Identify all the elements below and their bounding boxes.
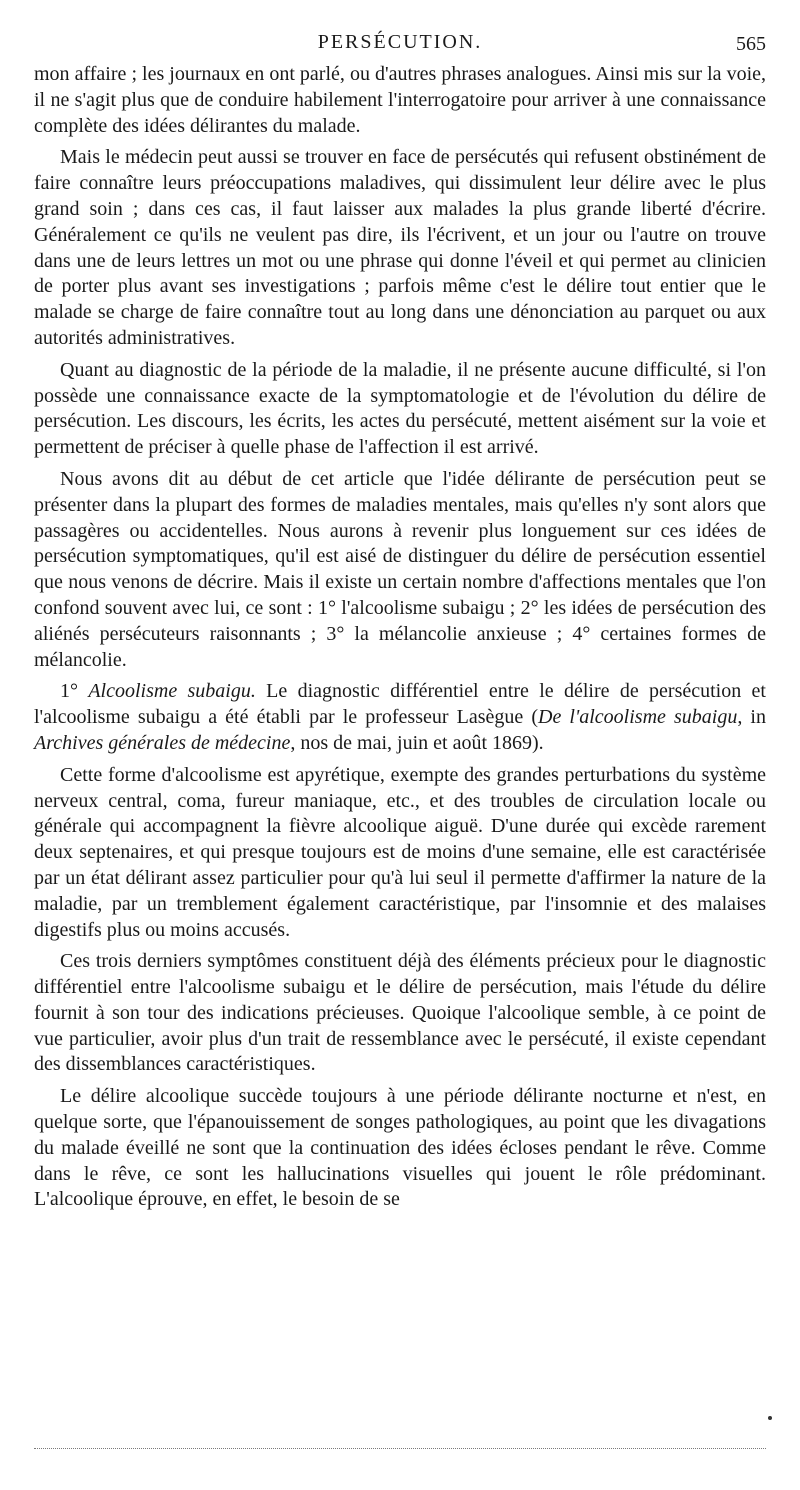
book-page xyxy=(34,0,766,1490)
cited-work-title: De l'alcoolisme subaigu xyxy=(538,706,738,729)
running-title: PERSÉCUTION. xyxy=(317,31,483,53)
margin-mark xyxy=(768,1416,772,1420)
paragraph-5-alcoolisme-subaigu xyxy=(34,679,766,756)
paragraph-8: Le délire alcoolique succède toujours à une période délirante nocturne et n'est, en quelque sorte, que l'épanouissement de songes pathologiques, au point que les divagations du malade éveillé ne sont que la continuation des idées écloses pendant le rêve. Comme dans le rêve, ce sont les hallucinations visuelles qui jouent le rôle prédominant. L'alcoolique éprouve, en effet, le besoin de se xyxy=(34,1085,766,1211)
paragraph-4: Nous avons dit au début de cet article que l'idée délirante de persécution peut se présenter dans la plupart des formes de maladies mentales, mais qu'elles n'y sont alors que passagères ou accidentelles. Nous aurons à revenir plus longuement sur ces idées de persécution symptomatiques, qu'il est aisé de distinguer du délire de persécution essentiel que nous venons de décrire. Mais il existe un certain nombre d'affections mentales que l'on confond souvent avec lui, ce sont : 1° l'alcoolisme subaigu ; 2° les idées de persécution des aliénés persécuteurs raisonnants ; 3° la mélancolie anxieuse ; 4° certaines formes de mélancolie. xyxy=(34,467,766,671)
running-head xyxy=(34,0,766,60)
paragraph-5-segment: Le diagnostic différentiel entre le délire de persécution et l'alcoolisme subaigu a été établi par le professeur Lasègue ( xyxy=(34,680,766,729)
paragraph-3: Quant au diagnostic de la période de la maladie, il ne présente aucune difficulté, si l'on possède une connaissance exacte de la symptomatologie et de l'évolution du délire de persécution. Les discours, les écrits, les actes du persécuté, mettent aisément sur la voie et permettent de préciser à quelle phase de l'affection il est arrivé. xyxy=(34,358,766,459)
body-text xyxy=(34,62,766,1219)
paragraph-5-segment: , nos de mai, juin et août 1869). xyxy=(290,731,544,754)
paragraph-1: mon affaire ; les journaux en ont parlé, ou d'autres phrases analogues. Ainsi mis sur la voie, il ne s'agit plus que de conduire habilement l'interrogatoire pour arriver à une connaissance complète des idées délirantes du malade. xyxy=(34,63,766,137)
paragraph-7: Ces trois derniers symptômes constituent déjà des éléments précieux pour le diagnostic différentiel entre l'alcoolisme subaigu et le délire de persécution, mais l'étude du délire fournit à son tour des indications précieuses. Quoique l'alcoolique semble, à ce point de vue particulier, avoir plus d'un trait de ressemblance avec le persécuté, il existe cependant des dissemblances caractéristiques. xyxy=(34,950,766,1076)
section-heading-alcoolisme-subaigu: Alcoolisme subaigu. xyxy=(88,680,256,703)
paragraph-5-segment: , in xyxy=(737,706,766,729)
cited-journal-title: Archives générales de médecine xyxy=(34,731,291,754)
paragraph-2: Mais le médecin peut aussi se trouver en face de persécutés qui refusent obstinément de faire connaître leurs préoccupations maladives, qui dissimulent leur délire avec le plus grand soin ; dans ces cas, il faut laisser aux malades la plus grande liberté d'écrire. Généralement ce qu'ils ne veulent pas dire, ils l'écrivent, et un jour ou l'autre on trouve dans une de leurs lettres un mot ou une phrase qui donne l'éveil et qui permet au clinicien de porter plus avant ses investigations ; parfois même c'est le délire tout entier que le malade se charge de faire connaître tout au long dans une dénonciation au parquet ou aux autorités administratives. xyxy=(34,146,766,349)
paragraph-6: Cette forme d'alcoolisme est apyrétique, exempte des grandes perturbations du système nerveux central, coma, fureur maniaque, etc., et des troubles de circulation locale ou générale qui accompagnent la fièvre alcoolique aiguë. D'une durée qui excède rarement deux septenaires, et qui presque toujours est de moins d'une semaine, elle est caractérisée par un état délirant assez particulier pour qu'à lui seul il permette d'affirmer la nature de la maladie, par un tremblement également caractéristique, par l'insomnie et des malaises digestifs plus ou moins accusés. xyxy=(34,763,766,941)
footer-dotted-rule xyxy=(34,1448,766,1449)
page-number: 565 xyxy=(736,33,766,55)
paragraph-5-segment: 1° xyxy=(60,680,89,703)
